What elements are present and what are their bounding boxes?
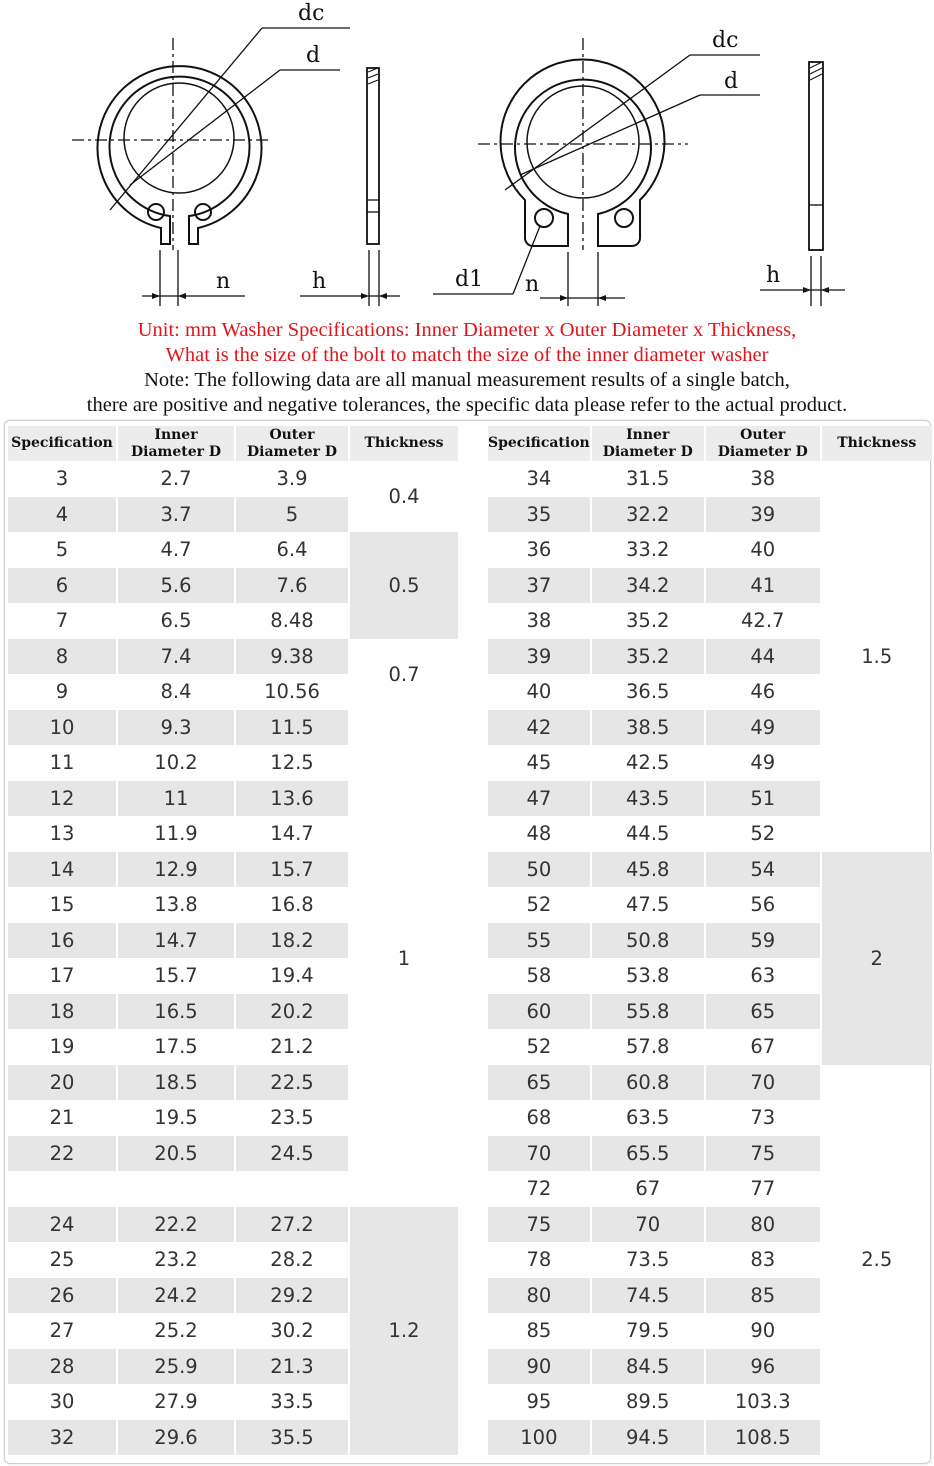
outer-diameter-cell: 29.2 <box>236 1278 350 1314</box>
label-h-right: h <box>766 263 781 288</box>
outer-diameter-cell: 46 <box>706 674 822 710</box>
spec-cell: 19 <box>8 1029 118 1065</box>
spec-cell: 34 <box>488 461 592 497</box>
spec-cell: 25 <box>8 1242 118 1278</box>
outer-diameter-cell: 77 <box>706 1171 822 1207</box>
spec-cell: 15 <box>8 887 118 923</box>
inner-diameter-cell: 27.9 <box>118 1384 236 1420</box>
outer-diameter-cell: 83 <box>706 1242 822 1278</box>
spec-cell: 5 <box>8 532 118 568</box>
label-n-left: n <box>216 269 231 294</box>
outer-diameter-cell: 12.5 <box>236 745 350 781</box>
outer-diameter-cell: 63 <box>706 958 822 994</box>
outer-diameter-cell: 33.5 <box>236 1384 350 1420</box>
thickness-cell: 2.5 <box>861 1248 893 1272</box>
label-n-right: n <box>525 272 540 297</box>
thickness-cell: 0.5 <box>350 532 458 639</box>
spec-cell: 65 <box>488 1065 592 1101</box>
spec-cell: 27 <box>8 1313 118 1349</box>
outer-diameter-cell: 90 <box>706 1313 822 1349</box>
spec-cell: 85 <box>488 1313 592 1349</box>
table-row <box>488 852 932 888</box>
outer-diameter-cell: 65 <box>706 994 822 1030</box>
inner-diameter-cell: 12.9 <box>118 852 236 888</box>
inner-diameter-cell: 53.8 <box>592 958 706 994</box>
outer-diameter-cell: 22.5 <box>236 1065 350 1101</box>
inner-diameter-cell: 50.8 <box>592 923 706 959</box>
left-circlip-outline <box>97 66 261 244</box>
outer-diameter-cell: 11.5 <box>236 710 350 746</box>
outer-diameter-cell: 40 <box>706 532 822 568</box>
spec-cell: 70 <box>488 1136 592 1172</box>
inner-diameter-cell: 20.5 <box>118 1136 236 1172</box>
spec-cell: 35 <box>488 497 592 533</box>
spec-cell: 48 <box>488 816 592 852</box>
inner-diameter-cell: 60.8 <box>592 1065 706 1101</box>
inner-diameter-cell: 35.2 <box>592 603 706 639</box>
inner-diameter-cell <box>118 1171 236 1207</box>
inner-diameter-cell: 34.2 <box>592 568 706 604</box>
header-outer-diameter: Outer Diameter D <box>236 426 350 461</box>
spec-cell <box>8 1171 118 1207</box>
outer-diameter-cell: 7.6 <box>236 568 350 604</box>
outer-diameter-cell: 3.9 <box>236 461 350 497</box>
inner-diameter-cell: 17.5 <box>118 1029 236 1065</box>
header-inner-diameter: Inner Diameter D <box>118 426 236 461</box>
label-d1-right: d1 <box>455 267 484 292</box>
header-outer-diameter: Outer Diameter D <box>706 426 822 461</box>
outer-diameter-cell: 6.4 <box>236 532 350 568</box>
outer-diameter-cell: 10.56 <box>236 674 350 710</box>
table-row <box>8 1207 458 1243</box>
spec-cell: 22 <box>8 1136 118 1172</box>
inner-diameter-cell: 57.8 <box>592 1029 706 1065</box>
outer-diameter-cell: 85 <box>706 1278 822 1314</box>
outer-diameter-cell: 52 <box>706 816 822 852</box>
header-row <box>488 426 932 461</box>
outer-diameter-cell: 30.2 <box>236 1313 350 1349</box>
outer-diameter-cell: 103.3 <box>706 1384 822 1420</box>
inner-diameter-cell: 25.2 <box>118 1313 236 1349</box>
thickness-cell: 0.4 <box>388 485 420 508</box>
spec-cell: 20 <box>8 1065 118 1101</box>
outer-diameter-cell: 42.7 <box>706 603 822 639</box>
header-inner-diameter: Inner Diameter D <box>592 426 706 461</box>
label-dc-right: dc <box>712 28 739 53</box>
spec-cell: 6 <box>8 568 118 604</box>
inner-diameter-cell: 32.2 <box>592 497 706 533</box>
spec-cell: 16 <box>8 923 118 959</box>
inner-diameter-cell: 11.9 <box>118 816 236 852</box>
inner-diameter-cell: 55.8 <box>592 994 706 1030</box>
inner-diameter-cell: 84.5 <box>592 1349 706 1385</box>
inner-diameter-cell: 43.5 <box>592 781 706 817</box>
outer-diameter-cell: 70 <box>706 1065 822 1101</box>
spec-cell: 3 <box>8 461 118 497</box>
outer-diameter-cell: 49 <box>706 745 822 781</box>
spec-notes <box>0 318 934 418</box>
outer-diameter-cell: 24.5 <box>236 1136 350 1172</box>
spec-cell: 68 <box>488 1100 592 1136</box>
spec-cell: 95 <box>488 1384 592 1420</box>
inner-diameter-cell: 47.5 <box>592 887 706 923</box>
outer-diameter-cell: 96 <box>706 1349 822 1385</box>
inner-diameter-cell: 19.5 <box>118 1100 236 1136</box>
outer-diameter-cell: 59 <box>706 923 822 959</box>
inner-diameter-cell: 9.3 <box>118 710 236 746</box>
unit-note: Unit: mm Washer Specifications: Inner Diameter x Outer Diameter x Thickness, <box>137 319 797 341</box>
measurement-note: Note: The following data are all manual measurement results of a single batch, <box>144 369 790 391</box>
inner-diameter-cell: 94.5 <box>592 1420 706 1456</box>
inner-diameter-cell: 22.2 <box>118 1207 236 1243</box>
bolt-note: What is the size of the bolt to match the size of the inner diameter washer <box>165 344 769 366</box>
spec-table-right <box>488 426 932 1455</box>
spec-cell: 50 <box>488 852 592 888</box>
spec-cell: 11 <box>8 745 118 781</box>
inner-diameter-cell: 24.2 <box>118 1278 236 1314</box>
table-row <box>8 461 458 497</box>
thickness-cell: 0.7 <box>388 662 420 686</box>
outer-diameter-cell: 5 <box>236 497 350 533</box>
outer-diameter-cell: 27.2 <box>236 1207 350 1243</box>
outer-diameter-cell: 8.48 <box>236 603 350 639</box>
inner-diameter-cell: 11 <box>118 781 236 817</box>
outer-diameter-cell: 73 <box>706 1100 822 1136</box>
outer-diameter-cell <box>236 1171 350 1207</box>
thickness-cell: 1 <box>397 946 411 970</box>
inner-diameter-cell: 16.5 <box>118 994 236 1030</box>
header-row <box>8 426 458 461</box>
spec-cell: 60 <box>488 994 592 1030</box>
outer-diameter-cell: 54 <box>706 852 822 888</box>
spec-cell: 13 <box>8 816 118 852</box>
inner-diameter-cell: 15.7 <box>118 958 236 994</box>
inner-diameter-cell: 29.6 <box>118 1420 236 1456</box>
spec-cell: 7 <box>8 603 118 639</box>
inner-diameter-cell: 10.2 <box>118 745 236 781</box>
outer-diameter-cell: 49 <box>706 710 822 746</box>
outer-diameter-cell: 23.5 <box>236 1100 350 1136</box>
spec-table-left <box>8 426 458 1455</box>
outer-diameter-cell: 44 <box>706 639 822 675</box>
outer-diameter-cell: 28.2 <box>236 1242 350 1278</box>
outer-diameter-cell: 19.4 <box>236 958 350 994</box>
spec-cell: 72 <box>488 1171 592 1207</box>
spec-cell: 78 <box>488 1242 592 1278</box>
inner-diameter-cell: 44.5 <box>592 816 706 852</box>
inner-diameter-cell: 13.8 <box>118 887 236 923</box>
washer-drawings <box>0 0 934 318</box>
inner-diameter-cell: 4.7 <box>118 532 236 568</box>
header-thickness: Thickness <box>822 426 932 461</box>
outer-diameter-cell: 41 <box>706 568 822 604</box>
spec-cell: 45 <box>488 745 592 781</box>
spec-cell: 39 <box>488 639 592 675</box>
inner-diameter-cell: 36.5 <box>592 674 706 710</box>
spec-cell: 18 <box>8 994 118 1030</box>
table-row <box>488 461 932 497</box>
outer-diameter-cell: 16.8 <box>236 887 350 923</box>
spec-cell: 52 <box>488 1029 592 1065</box>
outer-diameter-cell: 67 <box>706 1029 822 1065</box>
inner-diameter-cell: 2.7 <box>118 461 236 497</box>
thickness-cell: 1.2 <box>350 1207 458 1456</box>
inner-diameter-cell: 42.5 <box>592 745 706 781</box>
spec-cell: 100 <box>488 1420 592 1456</box>
label-h-left: h <box>312 269 327 294</box>
spec-cell: 32 <box>8 1420 118 1456</box>
spec-cell: 55 <box>488 923 592 959</box>
outer-diameter-cell: 9.38 <box>236 639 350 675</box>
inner-diameter-cell: 67 <box>592 1171 706 1207</box>
spec-cell: 38 <box>488 603 592 639</box>
outer-diameter-cell: 35.5 <box>236 1420 350 1456</box>
outer-diameter-cell: 21.3 <box>236 1349 350 1385</box>
inner-diameter-cell: 33.2 <box>592 532 706 568</box>
left-table-body <box>8 461 458 1455</box>
outer-diameter-cell: 75 <box>706 1136 822 1172</box>
outer-diameter-cell: 15.7 <box>236 852 350 888</box>
outer-diameter-cell: 56 <box>706 887 822 923</box>
inner-diameter-cell: 6.5 <box>118 603 236 639</box>
spec-cell: 17 <box>8 958 118 994</box>
inner-diameter-cell: 63.5 <box>592 1100 706 1136</box>
inner-diameter-cell: 38.5 <box>592 710 706 746</box>
spec-cell: 9 <box>8 674 118 710</box>
header-specification: Specification <box>488 426 592 461</box>
spec-cell: 4 <box>8 497 118 533</box>
spec-cell: 12 <box>8 781 118 817</box>
inner-diameter-cell: 14.7 <box>118 923 236 959</box>
spec-cell: 36 <box>488 532 592 568</box>
spec-cell: 52 <box>488 887 592 923</box>
spec-cell: 10 <box>8 710 118 746</box>
outer-diameter-cell: 80 <box>706 1207 822 1243</box>
spec-cell: 75 <box>488 1207 592 1243</box>
table-row <box>488 1065 932 1101</box>
inner-diameter-cell: 7.4 <box>118 639 236 675</box>
inner-diameter-cell: 70 <box>592 1207 706 1243</box>
outer-diameter-cell: 38 <box>706 461 822 497</box>
outer-diameter-cell: 14.7 <box>236 816 350 852</box>
outer-diameter-cell: 21.2 <box>236 1029 350 1065</box>
thickness-cell: 2 <box>822 852 932 1065</box>
spec-cell: 47 <box>488 781 592 817</box>
spec-cell: 8 <box>8 639 118 675</box>
label-d-right: d <box>724 69 739 94</box>
table-row <box>8 710 458 746</box>
outer-diameter-cell: 39 <box>706 497 822 533</box>
spec-cell: 80 <box>488 1278 592 1314</box>
inner-diameter-cell: 23.2 <box>118 1242 236 1278</box>
inner-diameter-cell: 74.5 <box>592 1278 706 1314</box>
inner-diameter-cell: 35.2 <box>592 639 706 675</box>
header-specification: Specification <box>8 426 118 461</box>
tolerance-note: there are positive and negative tolerances, the specific data please refer to the actual product. <box>86 394 848 416</box>
inner-diameter-cell: 5.6 <box>118 568 236 604</box>
inner-diameter-cell: 79.5 <box>592 1313 706 1349</box>
outer-diameter-cell: 13.6 <box>236 781 350 817</box>
thickness-cell: 1.5 <box>861 644 893 668</box>
spec-cell: 90 <box>488 1349 592 1385</box>
spec-cell: 40 <box>488 674 592 710</box>
outer-diameter-cell: 108.5 <box>706 1420 822 1456</box>
spec-cell: 30 <box>8 1384 118 1420</box>
inner-diameter-cell: 25.9 <box>118 1349 236 1385</box>
outer-diameter-cell: 20.2 <box>236 994 350 1030</box>
label-dc-left: dc <box>298 1 325 26</box>
inner-diameter-cell: 65.5 <box>592 1136 706 1172</box>
inner-diameter-cell: 18.5 <box>118 1065 236 1101</box>
spec-cell: 58 <box>488 958 592 994</box>
spec-cell: 26 <box>8 1278 118 1314</box>
table-row <box>8 639 458 675</box>
spec-cell: 21 <box>8 1100 118 1136</box>
header-thickness: Thickness <box>350 426 458 461</box>
inner-diameter-cell: 31.5 <box>592 461 706 497</box>
table-row <box>8 532 458 568</box>
inner-diameter-cell: 73.5 <box>592 1242 706 1278</box>
inner-diameter-cell: 3.7 <box>118 497 236 533</box>
spec-cell: 42 <box>488 710 592 746</box>
inner-diameter-cell: 89.5 <box>592 1384 706 1420</box>
outer-diameter-cell: 51 <box>706 781 822 817</box>
spec-cell: 14 <box>8 852 118 888</box>
inner-diameter-cell: 45.8 <box>592 852 706 888</box>
label-d-left: d <box>306 43 321 68</box>
right-table-body <box>488 461 932 1455</box>
circlip-diagram <box>0 0 934 318</box>
inner-diameter-cell: 8.4 <box>118 674 236 710</box>
spec-cell: 24 <box>8 1207 118 1243</box>
spec-cell: 37 <box>488 568 592 604</box>
spec-cell: 28 <box>8 1349 118 1385</box>
outer-diameter-cell: 18.2 <box>236 923 350 959</box>
